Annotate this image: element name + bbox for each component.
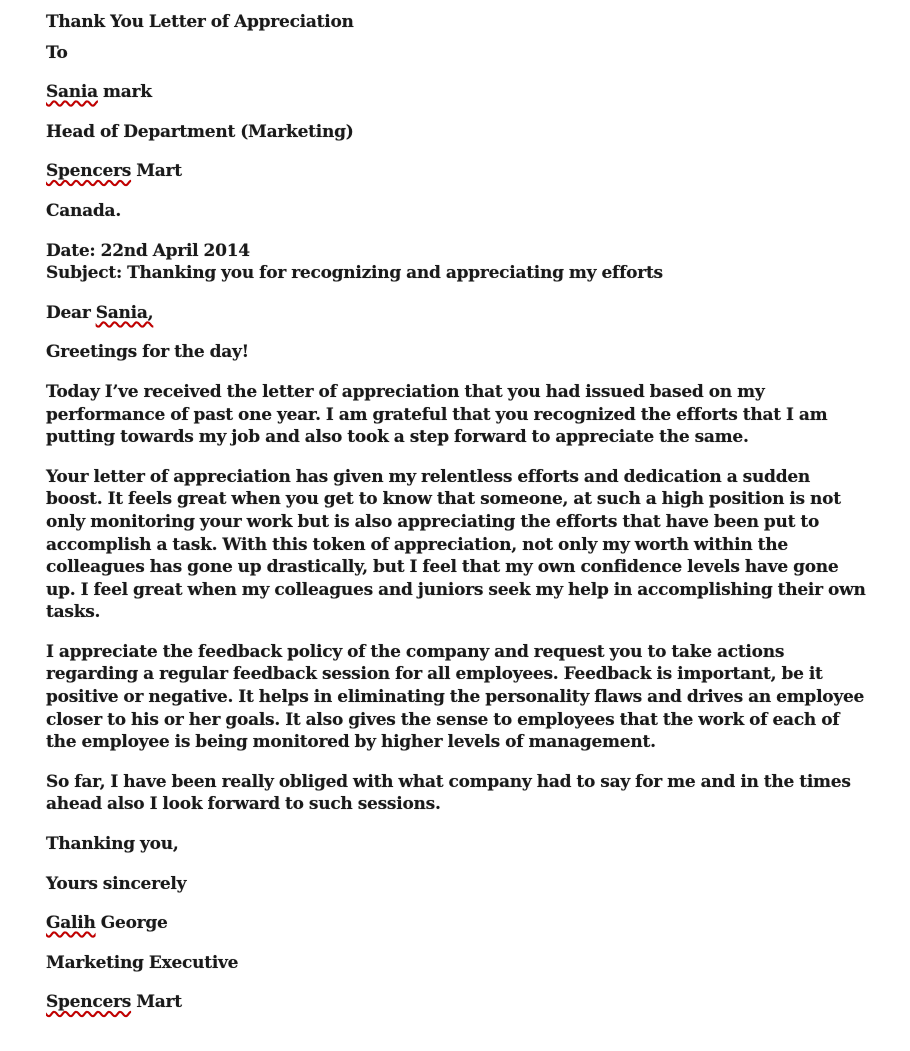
recipient-company-line	[46, 160, 868, 183]
recipient-location-line: Canada.	[46, 200, 121, 221]
date-line: Date: 22nd April 2014	[46, 240, 250, 261]
greeting-line: Greetings for the day!	[46, 342, 249, 363]
sender-title-line: Marketing Executive	[46, 952, 239, 973]
sender-company-line	[46, 991, 868, 1014]
recipient-company-word: Spencers	[46, 161, 132, 182]
sender-first-name: Galih	[46, 913, 96, 934]
recipient-last-name: mark	[97, 82, 152, 103]
body-paragraph-3: I appreciate the feedback policy of the company and request you to take actions regarding a regular feedback session for all employees. Feedback is important, be it positive or negative. It helps in eliminating the personality flaws and drives an employee closer to his or her goals. It also gives the sense to employees that the work of each of the employee is being monitored by higher levels of management.	[46, 641, 865, 753]
to-label: To	[46, 42, 68, 63]
subject-line: Subject: Thanking you for recognizing and appreciating my efforts	[46, 263, 663, 284]
sign-off-line: Thanking you,	[46, 834, 179, 855]
sender-last-name: George	[95, 913, 168, 934]
sender-name-line	[46, 912, 868, 935]
body-paragraph-4: So far, I have been really obliged with what company had to say for me and in the times ahead also I look forward to such sessions.	[46, 771, 851, 815]
letter-title: Thank You Letter of Appreciation	[46, 12, 354, 32]
body-paragraph-2: Your letter of appreciation has given my relentless efforts and dedication a sudden boost. It feels great when you get to know that someone, at such a high position is not only monitoring your work but is also appreciating the efforts that have been put to accomplish a task. With this token of appreciation, not only my worth within the colleagues has gone up drastically, but I feel that my own confidence levels have gone up. I feel great when my colleagues and juniors seek my help in accomplishing their own tasks.	[46, 466, 866, 623]
recipient-position-line: Head of Department (Marketing)	[46, 121, 354, 142]
recipient-company-rest: Mart	[131, 161, 182, 182]
recipient-name-line	[46, 81, 868, 104]
salutation-prefix: Dear	[46, 302, 96, 323]
date-subject-block	[46, 240, 868, 285]
body-paragraph-1: Today I’ve received the letter of appreciation that you had issued based on my performance of past one year. I am grateful that you recognized the efforts that I am putting towards my job and also took a step forward to appreciate the same.	[46, 381, 828, 448]
sender-company-word: Spencers	[46, 992, 132, 1013]
salutation-line	[46, 302, 868, 325]
recipient-first-name: Sania	[46, 82, 98, 103]
valediction-line: Yours sincerely	[46, 873, 187, 894]
salutation-name: Sania,	[95, 302, 154, 323]
sender-company-rest: Mart	[131, 992, 182, 1013]
